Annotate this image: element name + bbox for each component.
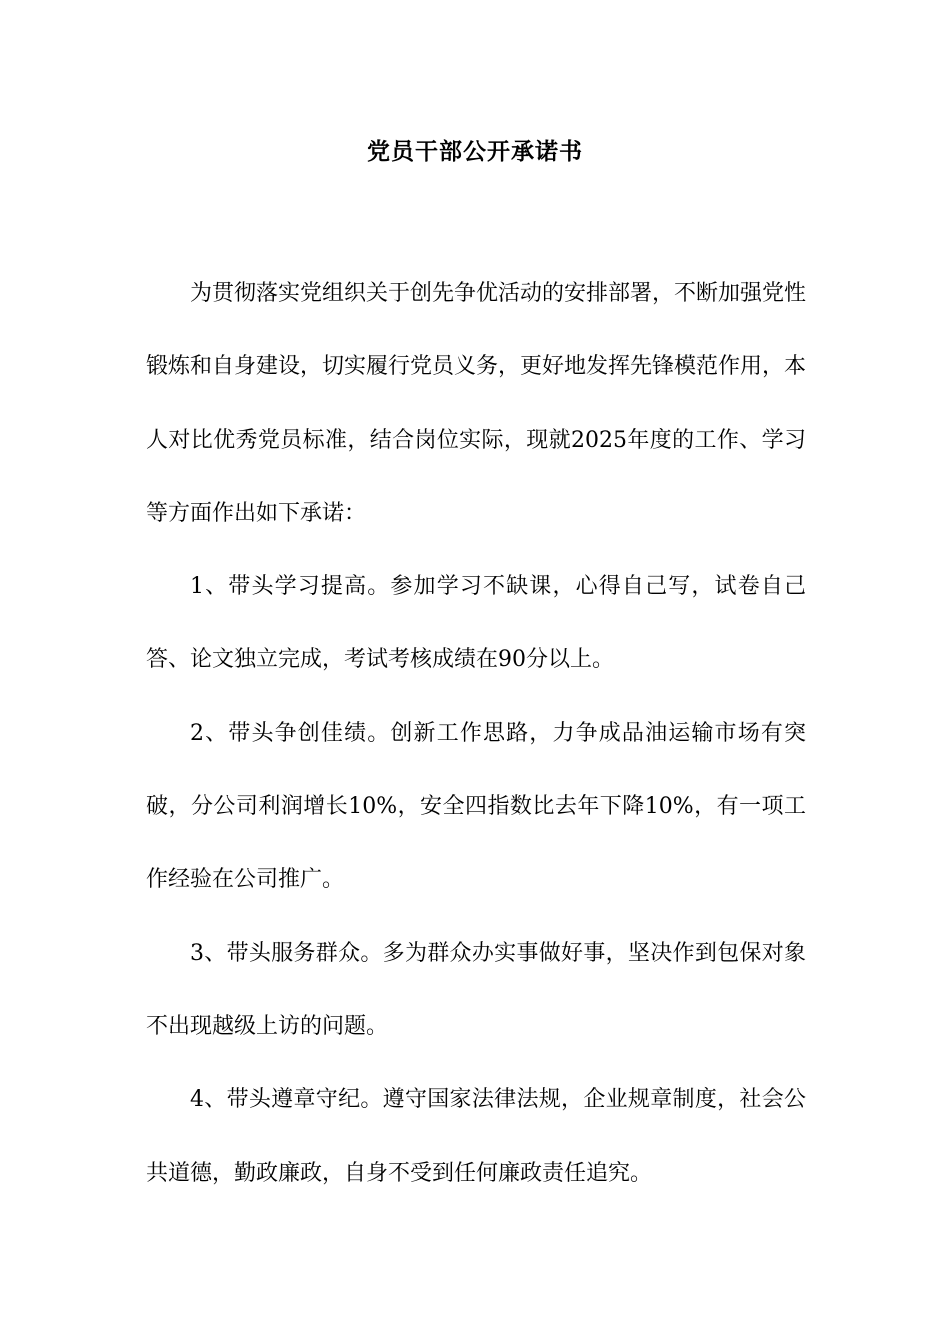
paragraph-pledge-3: 3、带头服务群众。多为群众办实事做好事，坚决作到包保对象不出现越级上访的问题。 — [146, 940, 806, 1039]
paragraph-pledge-2: 2、带头争创佳绩。创新工作思路，力争成品油运输市场有突破，分公司利润增长10%，安全四指数比去年下降10%，有一项工作经验在公司推广。 — [146, 720, 806, 893]
document-title: 党员干部公开承诺书 — [367, 138, 583, 165]
paragraph-intro: 为贯彻落实党组织关于创先争优活动的安排部署，不断加强党性锻炼和自身建设，切实履行党员义务，更好地发挥先锋模范作用，本人对比优秀党员标准，结合岗位实际，现就2025年度的工作、学习等方面作出如下承诺： — [146, 281, 807, 526]
paragraph-pledge-4: 4、带头遵章守纪。遵守国家法律法规，企业规章制度，社会公共道德，勤政廉政，自身不受到任何廉政责任追究。 — [146, 1087, 806, 1186]
document-body — [146, 257, 806, 1210]
paragraph-pledge-1: 1、带头学习提高。参加学习不缺课，心得自己写，试卷自己答、论文独立完成，考试考核成绩在90分以上。 — [146, 574, 806, 673]
